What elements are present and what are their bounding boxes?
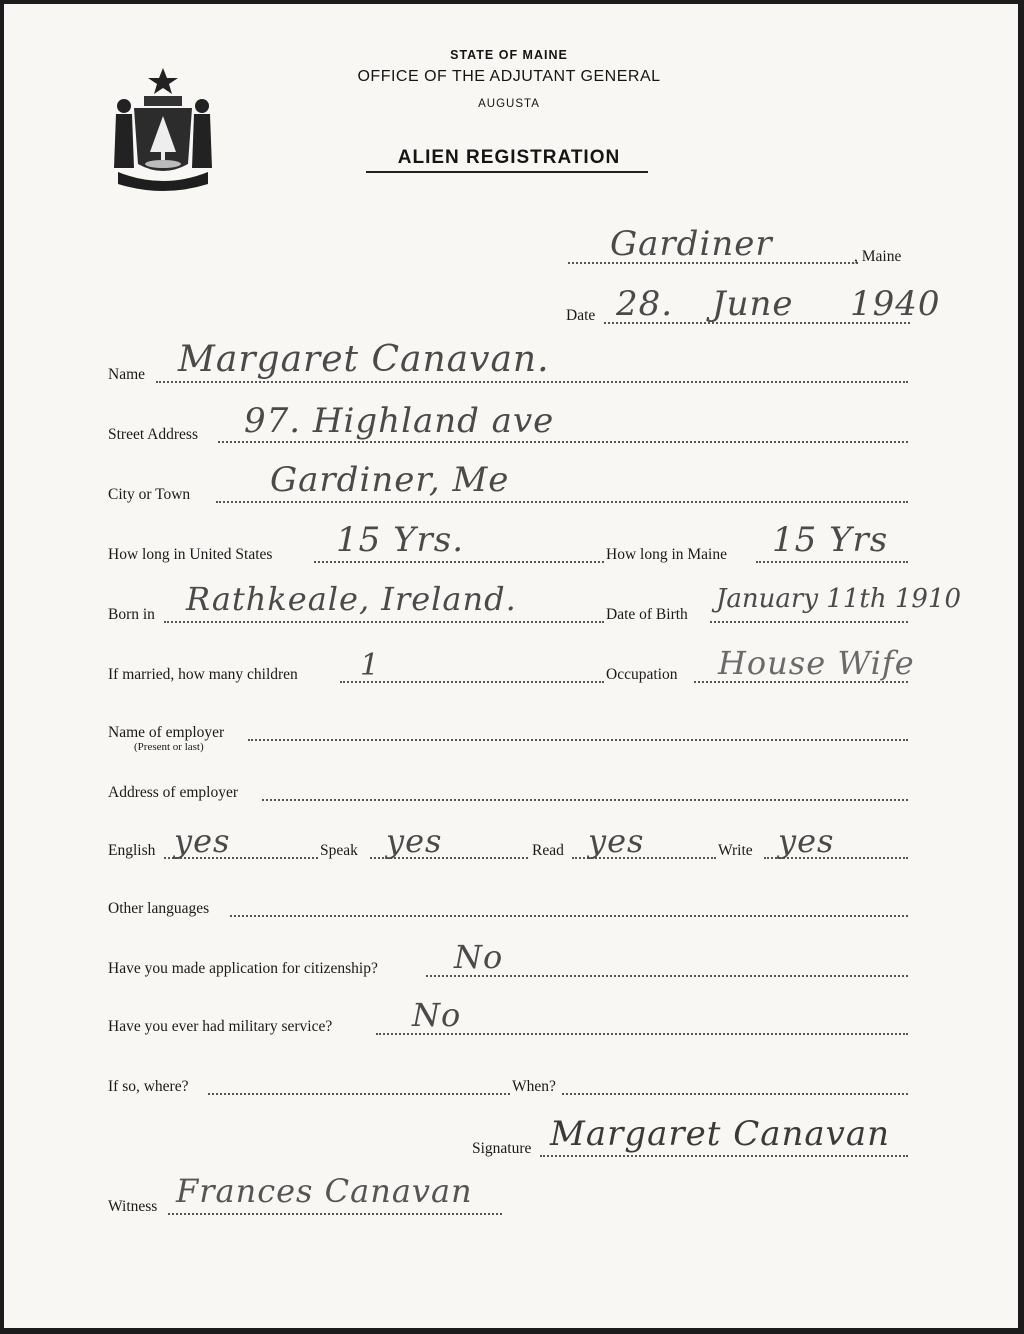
maine-label: , Maine <box>854 248 902 265</box>
date-month-entry: June <box>712 284 794 324</box>
children-label: If married, how many children <box>108 666 298 683</box>
born-in-entry: Rathkeale, Ireland. <box>186 580 517 618</box>
city-or-town-entry: Gardiner, Me <box>270 460 510 500</box>
title-underline <box>366 171 648 173</box>
how-long-maine-entry: 15 Yrs <box>772 520 889 560</box>
office-heading: OFFICE OF THE ADJUTANT GENERAL <box>357 68 661 85</box>
name-label: Name <box>108 366 146 383</box>
date-day-entry: 28. <box>616 284 674 324</box>
signature-line <box>540 1155 908 1157</box>
date-of-birth-label: Date of Birth <box>606 606 688 623</box>
write-entry: yes <box>778 822 835 860</box>
occupation-label: Occupation <box>606 666 678 683</box>
how-long-maine-label: How long in Maine <box>606 546 727 563</box>
other-languages-label: Other languages <box>108 900 210 917</box>
citizenship-label: Have you made application for citizenship? <box>108 960 378 977</box>
witness-label: Witness <box>108 1198 158 1215</box>
date-year-entry: 1940 <box>850 284 941 324</box>
how-long-maine-line <box>756 561 908 563</box>
when-label: When? <box>512 1078 556 1095</box>
witness-line <box>168 1213 502 1215</box>
employer-address-label: Address of employer <box>108 784 238 801</box>
military-label: Have you ever had military service? <box>108 1018 333 1035</box>
street-address-entry: 97. Highland ave <box>244 401 555 441</box>
street-address-line <box>218 441 908 443</box>
english-label: English <box>108 842 156 859</box>
write-label: Write <box>718 842 753 859</box>
employer-note: (Present or last) <box>134 741 204 753</box>
signature-entry: Margaret Canavan <box>550 1114 891 1154</box>
when-line <box>562 1093 908 1095</box>
how-long-us-label: How long in United States <box>108 546 273 563</box>
born-in-line <box>164 621 604 623</box>
date-of-birth-entry: January 11th 1910 <box>716 584 962 614</box>
born-in-label: Born in <box>108 606 155 623</box>
children-entry: 1 <box>360 648 381 683</box>
state-heading: STATE OF MAINE <box>450 48 568 62</box>
read-label: Read <box>532 842 564 859</box>
city-heading: AUGUSTA <box>478 98 540 110</box>
how-long-us-line <box>314 561 604 563</box>
english-entry: yes <box>174 822 231 860</box>
speak-label: Speak <box>320 842 358 859</box>
employer-address-line <box>262 799 908 801</box>
occupation-entry: House Wife <box>718 644 915 682</box>
name-entry: Margaret Canavan. <box>178 339 550 380</box>
citizenship-entry: No <box>454 938 504 976</box>
other-languages-line <box>230 915 908 917</box>
if-so-where-label: If so, where? <box>108 1078 189 1095</box>
name-line <box>156 381 908 383</box>
signature-label: Signature <box>472 1140 532 1157</box>
witness-entry: Frances Canavan <box>176 1172 473 1210</box>
town-entry: Gardiner <box>610 224 773 264</box>
city-or-town-label: City or Town <box>108 486 191 503</box>
read-entry: yes <box>588 822 645 860</box>
date-label: Date <box>566 307 596 324</box>
date-of-birth-line <box>710 621 908 623</box>
speak-entry: yes <box>386 822 443 860</box>
how-long-us-entry: 15 Yrs. <box>336 520 465 560</box>
military-entry: No <box>412 996 462 1034</box>
street-address-label: Street Address <box>108 426 198 443</box>
form-title: ALIEN REGISTRATION <box>397 147 621 168</box>
employer-name-line <box>248 739 908 741</box>
form-page <box>4 4 1018 1328</box>
employer-name-label: Name of employer <box>108 724 225 741</box>
if-so-where-line <box>208 1093 510 1095</box>
city-or-town-line <box>216 501 908 503</box>
